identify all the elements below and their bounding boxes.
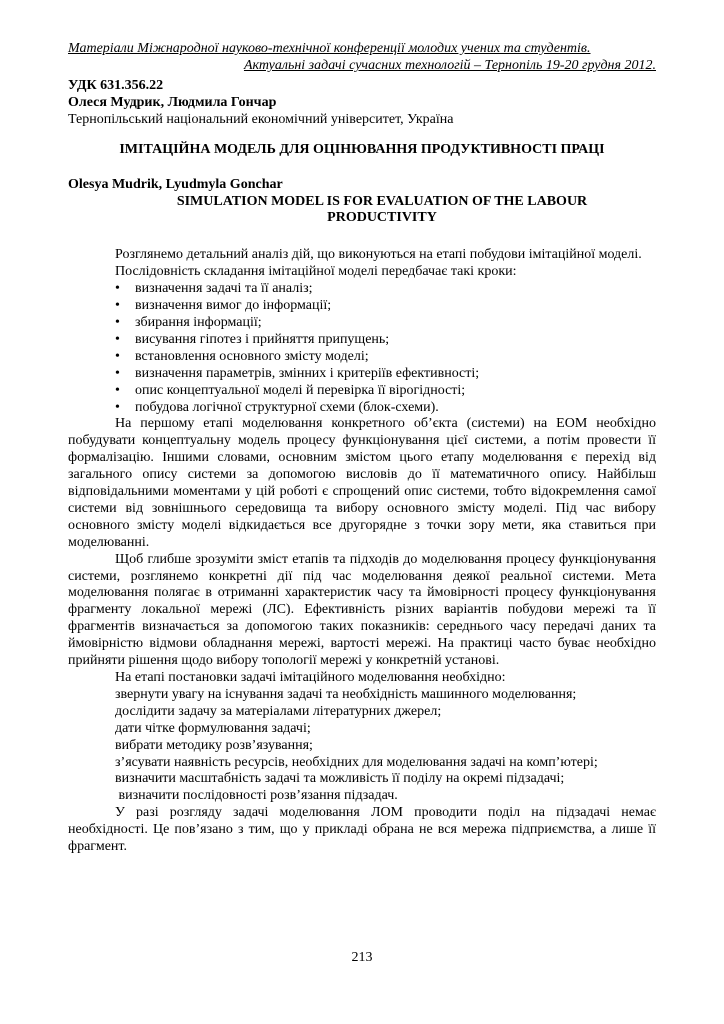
list-item: • побудова логічної структурної схеми (блок-схеми). <box>115 400 656 417</box>
paragraph-1: Розглянемо детальний аналіз дій, що виконуються на етапі побудови імітаційної моделі. <box>115 247 642 263</box>
list-item: • визначення задачі та її аналіз; <box>115 281 656 298</box>
list-item: • висування гіпотез і прийняття припущень; <box>115 332 656 349</box>
tasks-list <box>68 687 656 805</box>
list-item: визначити масштабність задачі та можливість її поділу на окремі підзадачі; <box>115 771 565 787</box>
title-en-line-1: SIMULATION MODEL IS FOR EVALUATION OF THE LABOUR <box>176 193 588 209</box>
list-item: • збирання інформації; <box>115 315 656 332</box>
title-en <box>68 194 656 228</box>
paragraph-4: Щоб глибше зрозуміти зміст етапів та підходів до моделювання процесу функціонування системи, розглянемо конкретні дії під час моделювання деякої реальної системи. Мета моделювання полягає в отриманні характеристик часу та ймовірності процесу функціонування фрагменту локальної мережі (ЛС). Ефективність різних варіантів побудови мережі та її фрагментів визначається за допомогою таких показників: середнього часу передачі даних та ймовірністю відмови обладнання мережі, вартості мережі. На практиці часто буває необхідно прийняти рішення щодо вибору топології мережі у конкретній установі. <box>68 551 656 669</box>
page-number: 213 <box>351 950 373 965</box>
udk-code: УДК 631.356.22 <box>68 78 164 93</box>
paragraph-5: На етапі постановки задачі імітаційного моделювання необхідно: <box>115 670 506 685</box>
affiliation: Тернопільський національний економічний університет, Україна <box>68 111 454 127</box>
steps-list <box>68 281 656 416</box>
list-item: • визначення параметрів, змінних і критеріїв ефективності; <box>115 366 656 383</box>
list-item: • визначення вимог до інформації; <box>115 298 656 315</box>
paragraph-3: На першому етапі моделювання конкретного об’єкта (системи) на ЕОМ необхідно побудувати концептуальну модель процесу функціонування цієї системи, а потім провести її формалізацію. Іншими словами, основним змістом цього етапу моделювання є перехід від загального опису системи за допомогою висловів до її математичного опису. Найбільш відповідальними моментами у цій роботі є спрощений опис системи, тобто відокремлення самої системи від зовнішнього середовища та вибору основного змісту моделі. Під час вибору основного змісту моделі відкидається все другорядне з точки зору мети, яка ставиться при моделюванні. <box>68 416 656 550</box>
list-item: визначити послідовності розв’язання підзадач. <box>115 788 398 804</box>
title-ua: ІМІТАЦІЙНА МОДЕЛЬ ДЛЯ ОЦІНЮВАННЯ ПРОДУКТИВНОСТІ ПРАЦІ <box>119 141 605 157</box>
list-item: • опис концептуальної моделі й перевірка її вірогідності; <box>115 383 656 400</box>
list-item: вибрати методику розв’язування; <box>115 737 313 753</box>
authors-ua: Олеся Мудрик, Людмила Гончар <box>68 94 277 110</box>
paper-page <box>68 40 656 856</box>
list-item: з’ясувати наявність ресурсів, необхідних для моделювання задачі на комп’ютері; <box>115 754 598 770</box>
authors-en: Olesya Mudrik, Lyudmyla Gonchar <box>68 176 283 192</box>
list-item: дати чітке формулювання задачі; <box>115 720 311 736</box>
list-item: звернути увагу на існування задачі та необхідність машинного моделювання; <box>115 686 577 702</box>
list-item: • встановлення основного змісту моделі; <box>115 349 656 366</box>
list-item: дослідити задачу за матеріалами літературних джерел; <box>115 703 442 719</box>
paragraph-6: У разі розгляду задачі моделювання ЛОМ проводити поділ на підзадачі немає необхідності. Це пов’язано з тим, що у прикладі обрана не вся мережа підприємства, а лише її фрагмент. <box>68 805 656 855</box>
running-header-line-1: Матеріали Міжнародної науково-технічної конференції молодих учених та студентів. <box>68 41 591 56</box>
title-en-line-2: PRODUCTIVITY <box>327 210 437 226</box>
running-header-line-2: Актуальні задачі сучасних технологій – Тернопіль 19-20 грудня 2012. <box>243 58 656 73</box>
paragraph-2: Послідовність складання імітаційної моделі передбачає такі кроки: <box>115 264 517 280</box>
